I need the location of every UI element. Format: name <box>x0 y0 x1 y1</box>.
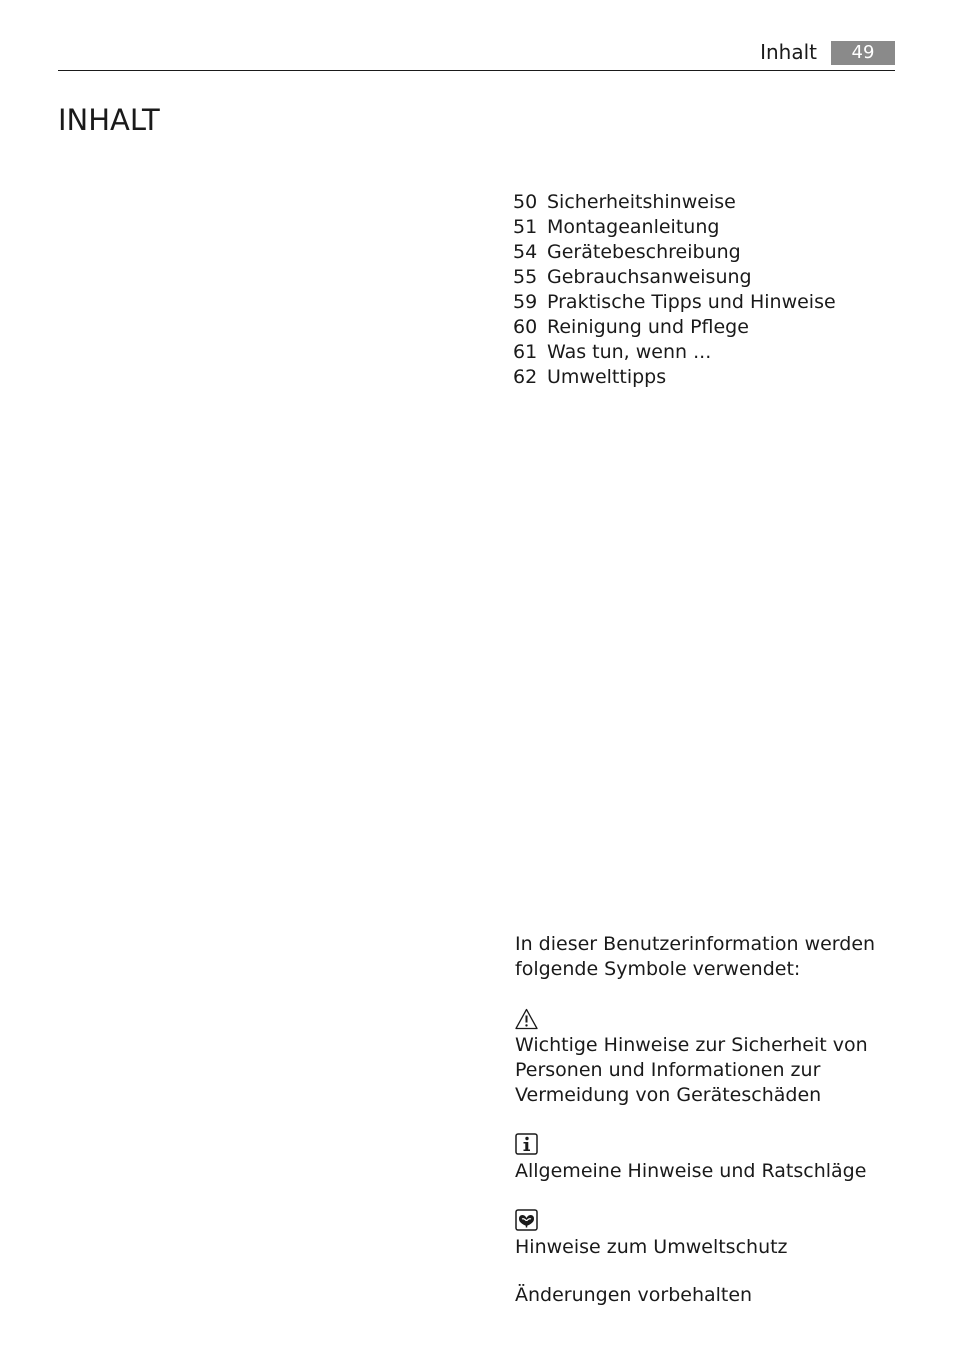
toc-page-number: 59 <box>513 291 538 313</box>
toc-page-number: 62 <box>513 366 538 388</box>
toc-item <box>513 265 836 290</box>
toc-page-number: 50 <box>513 191 538 213</box>
table-of-contents <box>513 190 836 390</box>
environment-description-line: Hinweise zum Umweltschutz <box>515 1236 788 1258</box>
toc-entry-title: Sicherheitshinweise <box>547 191 736 213</box>
toc-item <box>513 190 836 215</box>
environment-description <box>515 1235 788 1260</box>
toc-entry-title: Montageanleitung <box>547 216 720 238</box>
toc-entry-title: Umwelttipps <box>547 366 667 388</box>
toc-page-number: 61 <box>513 341 538 363</box>
toc-entry-title: Reinigung und Pflege <box>547 316 749 338</box>
toc-item <box>513 340 836 365</box>
warning-description-line: Personen und Informationen zur <box>515 1059 821 1081</box>
header-section-label: Inhalt <box>760 40 817 64</box>
header-divider <box>58 70 895 71</box>
environment-icon <box>515 1209 538 1231</box>
toc-entry-title: Gebrauchsanweisung <box>547 266 752 288</box>
symbols-intro <box>515 932 875 982</box>
warning-description-line: Vermeidung von Geräteschäden <box>515 1084 822 1106</box>
page-title: INHALT <box>58 103 160 137</box>
toc-entry-title: Praktische Tipps und Hinweise <box>547 291 836 313</box>
info-icon <box>515 1133 538 1155</box>
toc-entry-title: Gerätebeschreibung <box>547 241 741 263</box>
symbols-intro-line: In dieser Benutzerinformation werden <box>515 933 876 955</box>
toc-item <box>513 215 836 240</box>
info-description-line: Allgemeine Hinweise und Ratschläge <box>515 1160 867 1182</box>
toc-item <box>513 290 836 315</box>
symbols-intro-line: folgende Symbole verwendet: <box>515 958 801 980</box>
warning-description <box>515 1033 868 1108</box>
page-number-badge: 49 <box>831 41 895 65</box>
toc-item <box>513 365 836 390</box>
toc-item <box>513 315 836 340</box>
toc-entry-title: Was tun, wenn ... <box>547 341 712 363</box>
toc-page-number: 55 <box>513 266 538 288</box>
toc-item <box>513 240 836 265</box>
changes-reserved-note: Änderungen vorbehalten <box>515 1284 753 1306</box>
toc-page-number: 60 <box>513 316 538 338</box>
warning-triangle-icon <box>515 1008 538 1030</box>
toc-page-number: 54 <box>513 241 538 263</box>
warning-description-line: Wichtige Hinweise zur Sicherheit von <box>515 1034 868 1056</box>
info-description <box>515 1159 866 1184</box>
toc-page-number: 51 <box>513 216 538 238</box>
